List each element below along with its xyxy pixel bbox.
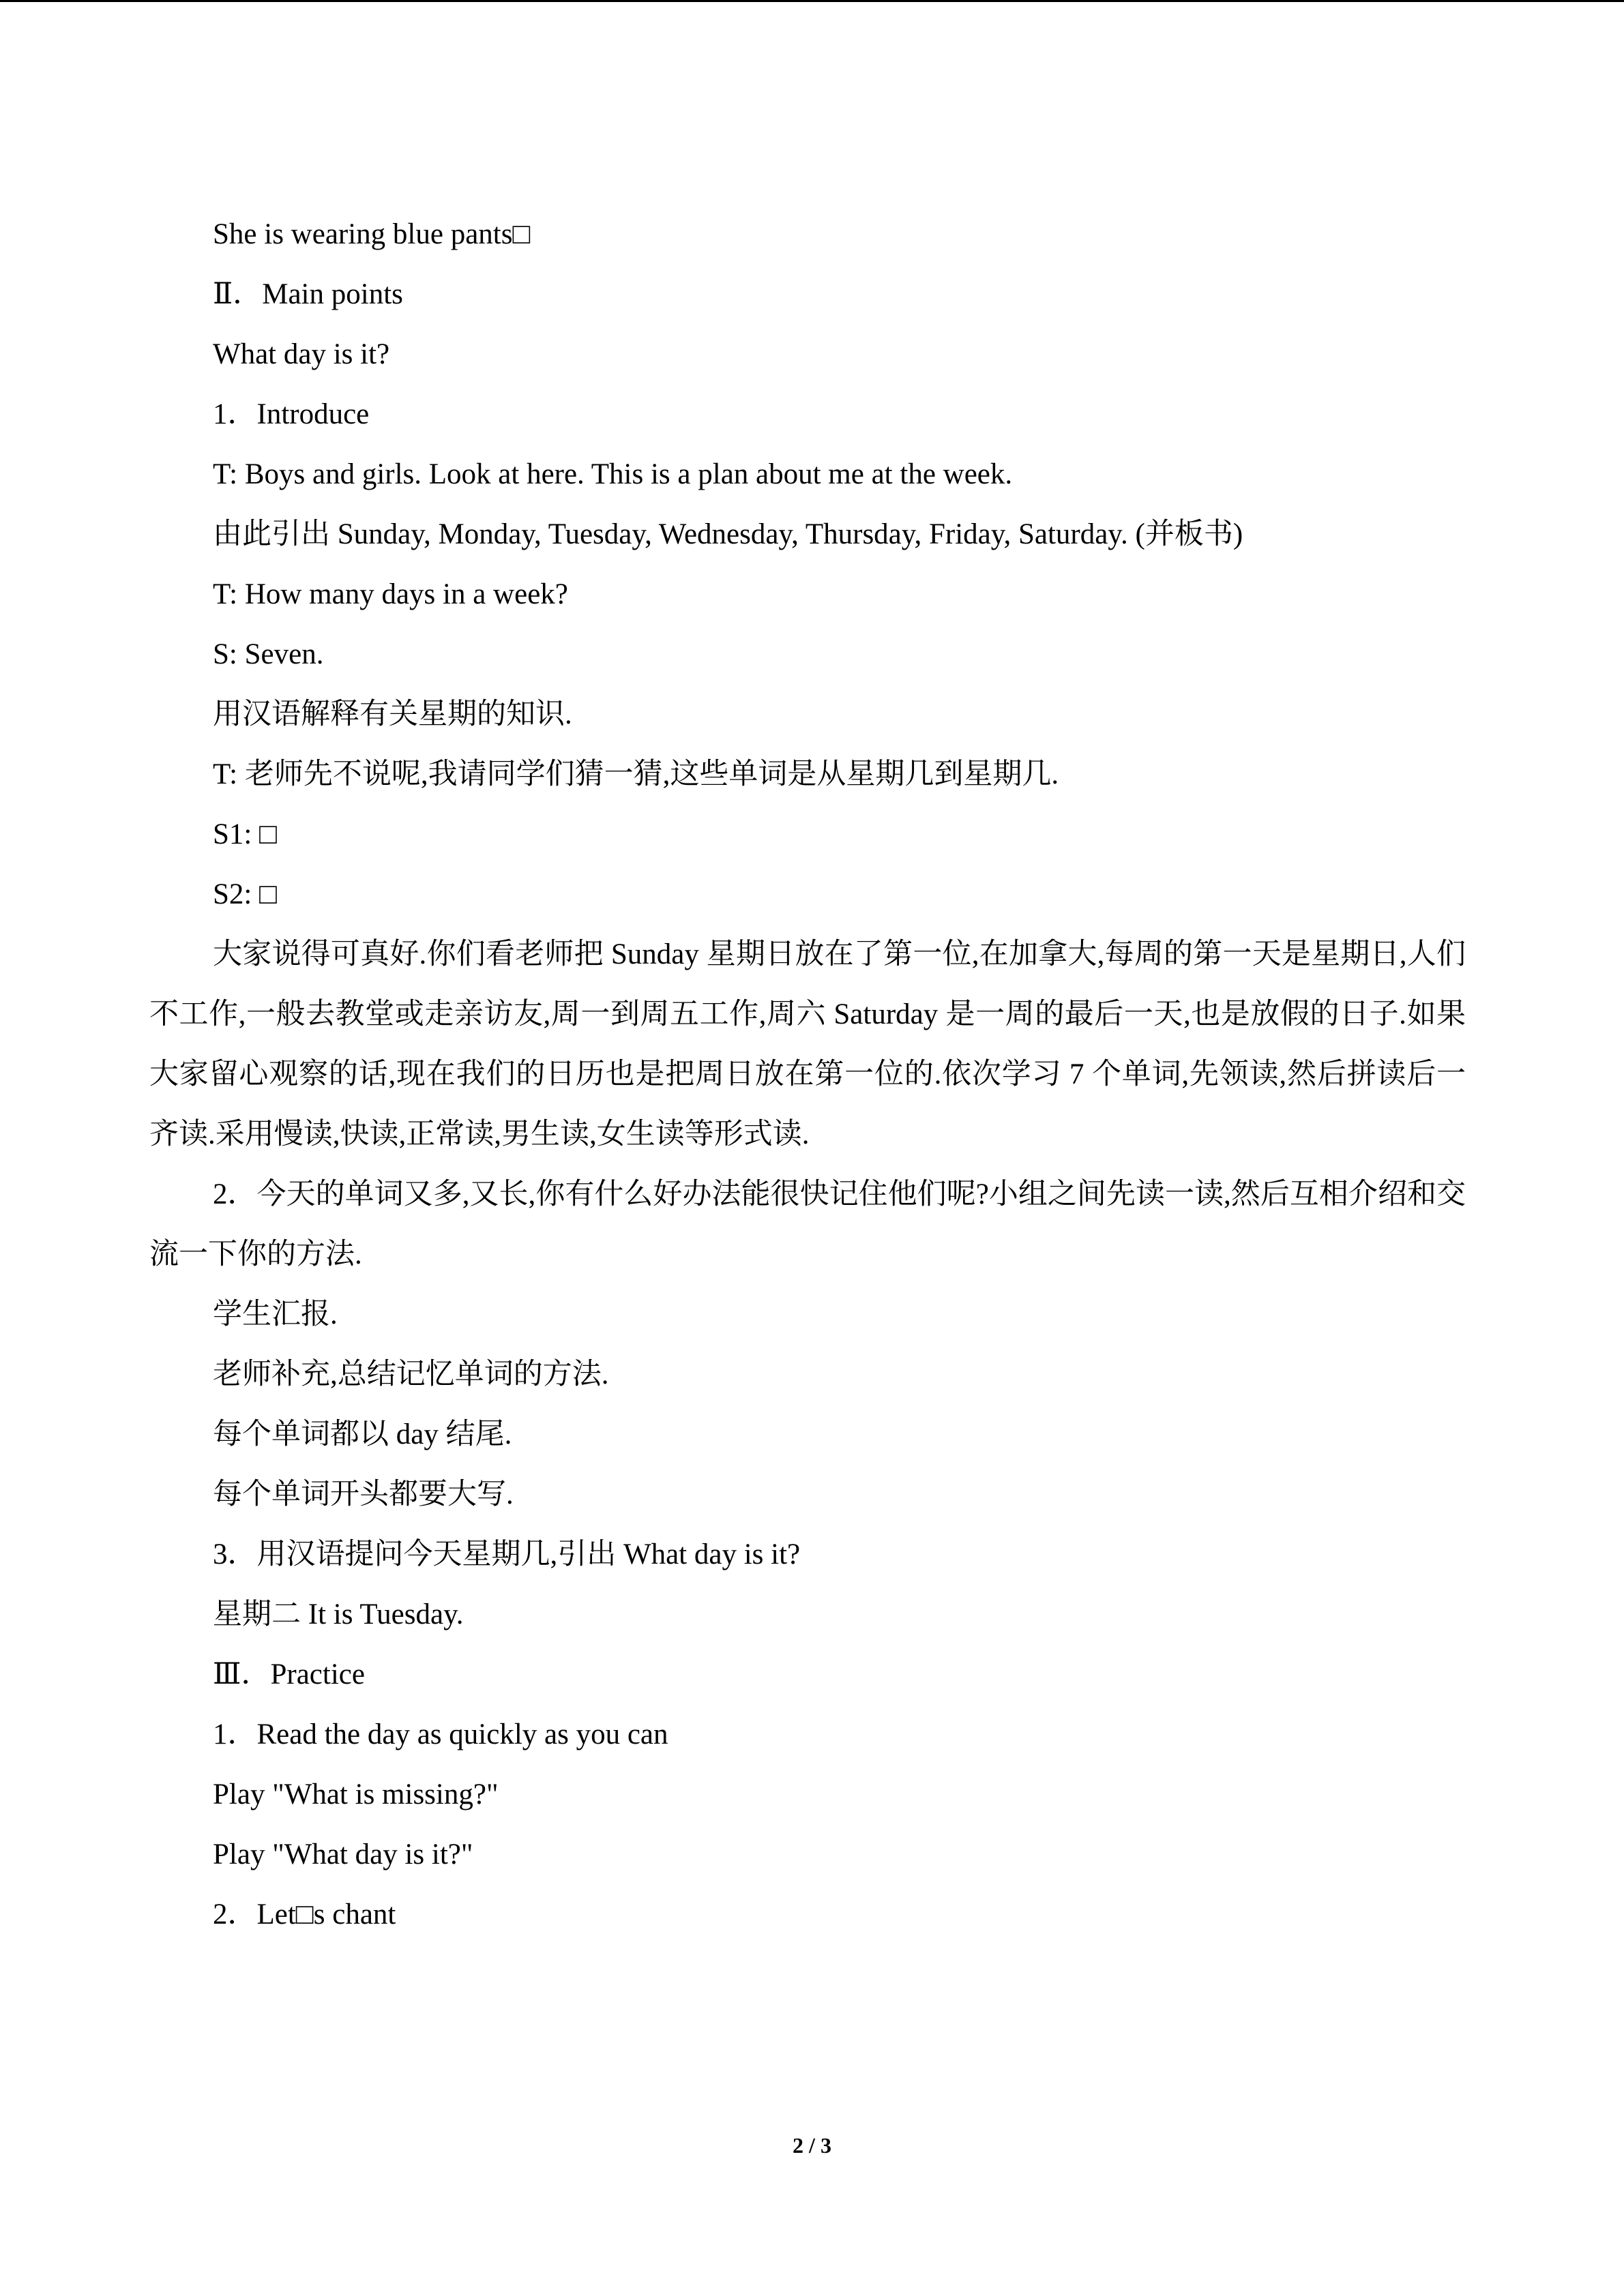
- top-border-rule: [0, 0, 1624, 2]
- paragraph-memory-methods: 2．今天的单词又多,又长,你有什么好办法能很快记住他们呢?小组之间先读一读,然后互相介绍和交流一下你的方法.: [149, 1178, 1466, 1270]
- section-heading: Ⅱ．Main points: [213, 278, 403, 310]
- text-line: 由此引出 Sunday, Monday, Tuesday, Wednesday, Thursday, Friday, Saturday. (并板书): [213, 518, 1243, 550]
- text-line: T: 老师先不说呢,我请同学们猜一猜,这些单词是从星期几到星期几.: [213, 758, 1059, 790]
- step-heading: 1．Read the day as quickly as you can: [213, 1718, 668, 1750]
- text-line: Play "What is missing?": [213, 1778, 499, 1810]
- text-line: Play "What day is it?": [213, 1838, 473, 1870]
- text-line: She is wearing blue pants□: [213, 218, 531, 250]
- text-line: 每个单词开头都要大写.: [213, 1478, 514, 1510]
- text-line: S: Seven.: [213, 638, 324, 670]
- text-line: S1: □: [213, 818, 278, 850]
- paragraph-canada-week: 大家说得可真好.你们看老师把 Sunday 星期日放在了第一位,在加拿大,每周的第一天是星期日,人们不工作,一般去教堂或走亲访友,周一到周五工作,周六 Saturday 是一周的最后一天,也是放假的日子.如果大家留心观察的话,现在我们的日历也是把周日放在第一位的.依次学习 7 个单词,先领读,然后拼读后一齐读.采用慢读,快读,正常读,男生读,女生读等形式读.: [149, 938, 1466, 1150]
- text-line: T: Boys and girls. Look at here. This is a plan about me at the week.: [213, 458, 1013, 490]
- document-body: [149, 205, 1466, 1945]
- text-line: 星期二 It is Tuesday.: [213, 1598, 464, 1630]
- page-number: 2 / 3: [793, 2133, 831, 2158]
- text-line: S2: □: [213, 878, 278, 910]
- step-heading: 3．用汉语提问今天星期几,引出 What day is it?: [213, 1538, 801, 1570]
- step-heading: 2．Let□s chant: [213, 1898, 396, 1930]
- text-line: 用汉语解释有关星期的知识.: [213, 698, 572, 730]
- text-line: T: How many days in a week?: [213, 578, 568, 610]
- text-line: 学生汇报.: [213, 1298, 338, 1330]
- section-heading: Ⅲ．Practice: [213, 1658, 365, 1690]
- text-line: 每个单词都以 day 结尾.: [213, 1418, 512, 1450]
- text-line: 老师补充,总结记忆单词的方法.: [213, 1358, 609, 1390]
- text-line: What day is it?: [213, 338, 390, 370]
- step-heading: 1．Introduce: [213, 398, 370, 430]
